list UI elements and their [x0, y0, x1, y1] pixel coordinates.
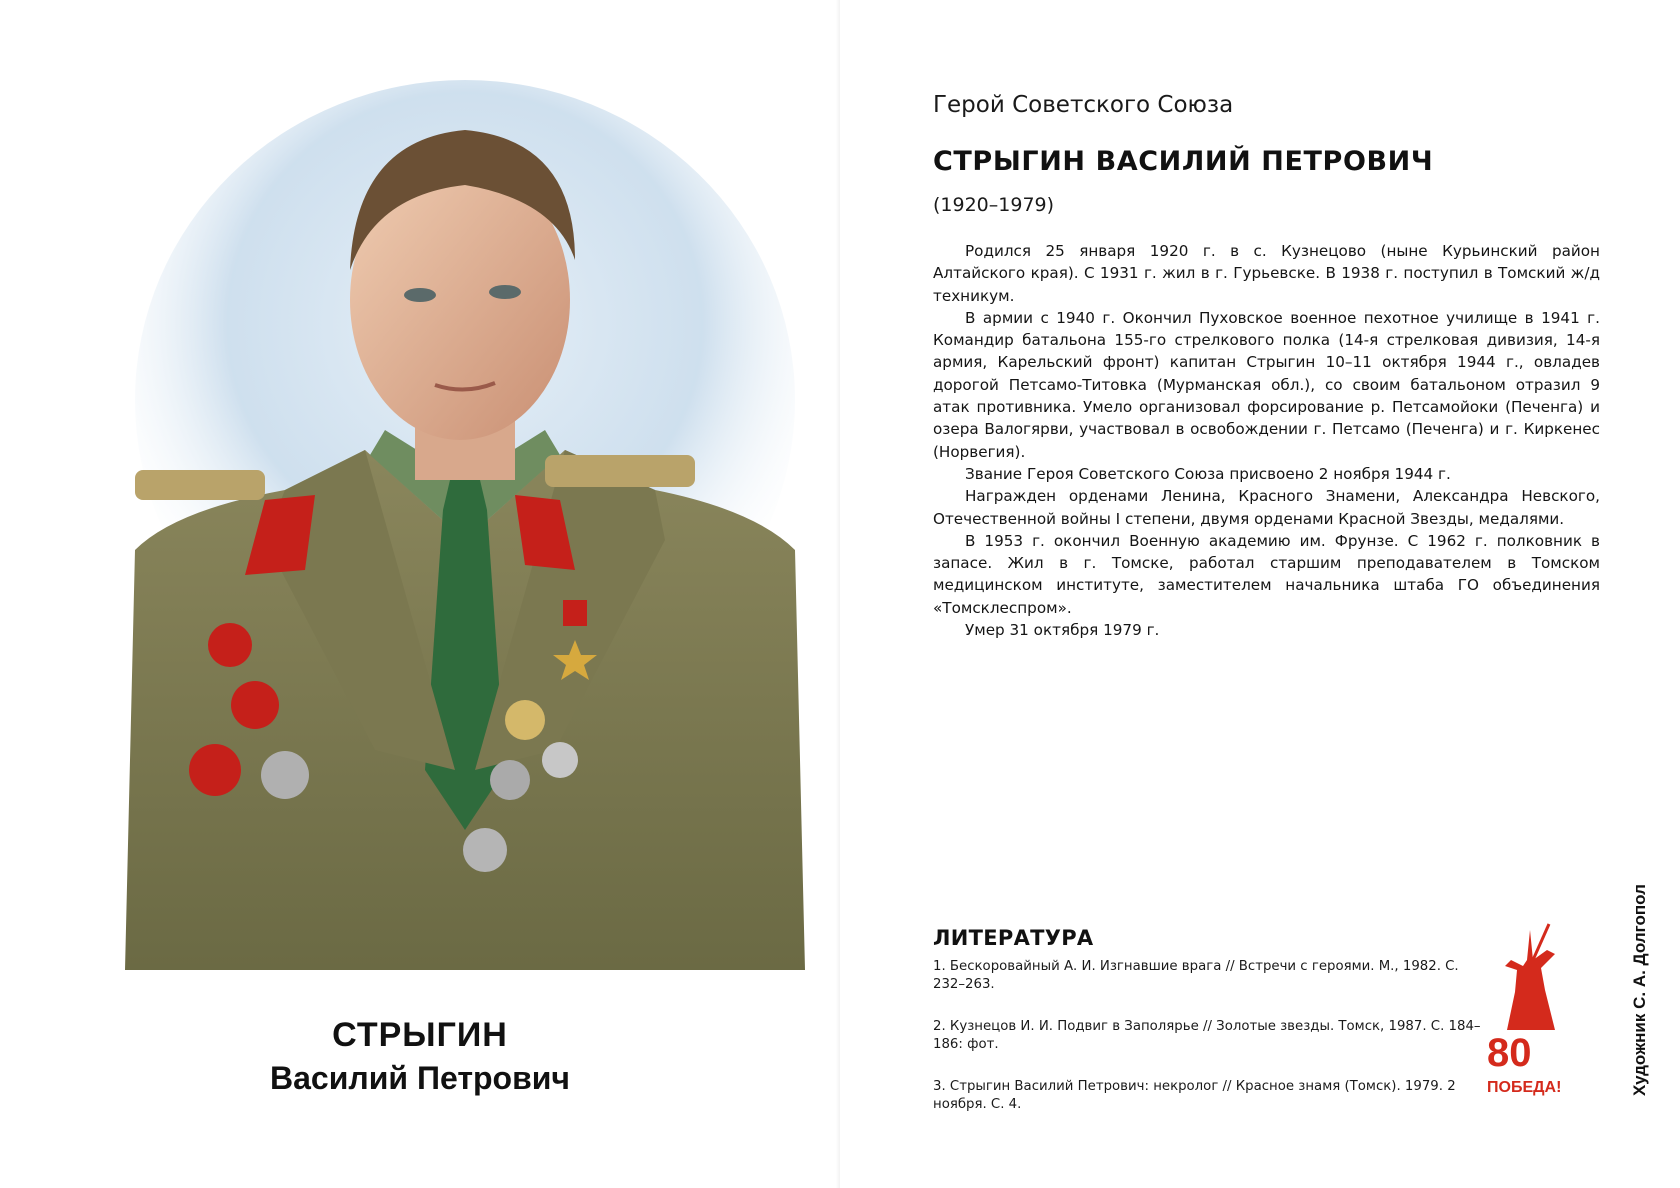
portrait-caption-name: Василий Петрович — [270, 1060, 570, 1096]
hero-star-ribbon — [563, 600, 587, 626]
biography-text — [933, 240, 1600, 641]
literature-item: 2. Кузнецов И. И. Подвиг в Заполярье // Золотые звезды. Томск, 1987. С. 184–186: фот. — [933, 1019, 1481, 1052]
medal-3 — [542, 742, 578, 778]
portrait-caption-surname: СТРЫГИН — [332, 1016, 508, 1054]
order-left-2 — [231, 681, 279, 729]
portrait-illustration — [115, 70, 815, 1010]
bio-paragraph: В 1953 г. окончил Военную академию им. Фрунзе. С 1962 г. полковник в запасе. Жил в г. Томске, работал старшим преподавателем в Томском медицинском институте, заместителем начальника штаба ГО объединения «Томсклеспром». — [933, 531, 1600, 617]
medal-2 — [490, 760, 530, 800]
bio-paragraph: Умер 31 октября 1979 г. — [965, 621, 1160, 640]
order-left-4 — [261, 751, 309, 799]
literature-item: 1. Бескоровайный А. И. Изгнавшие врага // Встречи с героями. М., 1982. С. 232–263. — [933, 959, 1459, 992]
logo-number: 80 — [1487, 1031, 1532, 1075]
life-years: (1920–1979) — [933, 194, 1055, 216]
hero-name-heading: СТРЫГИН ВАСИЛИЙ ПЕТРОВИЧ — [933, 146, 1434, 177]
bio-paragraph: Родился 25 января 1920 г. в с. Кузнецово (ныне Курьинский район Алтайского края). С 1931 г. жил в г. Гурьевске. В 1938 г. поступил в Томский ж/д техникум. — [933, 242, 1600, 305]
bio-paragraph: В армии с 1940 г. Окончил Пуховское военное пехотное училище в 1941 г. Командир батальона 155-го стрелкового полка (14-я стрелковая дивизия, 14-я армия, Карельский фронт) капитан Стрыгин 10–11 октября 1944 г., овладев дорогой Петсамо-Титовка (Мурманская обл.), со своим батальоном отразил 9 атак противника. Умело организовал форсирование р. Петсамойоки (Печенга) и озера Валогярви, участвовал в освобождении г. Петсамо (Печенга) и г. Киркенес (Норвегия). — [933, 308, 1600, 461]
order-left-3 — [189, 744, 241, 796]
right-eye — [489, 285, 521, 299]
right-page — [840, 0, 1680, 1188]
medal-4 — [463, 828, 507, 872]
literature-heading: ЛИТЕРАТУРА — [933, 926, 1094, 950]
literature-item: 3. Стрыгин Василий Петрович: некролог // Красное знамя (Томск). 1979. 2 ноября. С. 4. — [933, 1079, 1456, 1112]
bio-paragraph: Награжден орденами Ленина, Красного Знамени, Александра Невского, Отечественной войны I степени, двумя орденами Красной Звезды, медалями. — [933, 487, 1600, 528]
motherland-statue-icon — [1505, 930, 1555, 1030]
left-eye — [404, 288, 436, 302]
shoulder-board-left — [135, 470, 265, 500]
artist-credit: Художник С. А. Долгопол — [1630, 884, 1649, 1096]
order-left-1 — [208, 623, 252, 667]
victory-80-logo — [1485, 920, 1575, 1102]
literature-list — [933, 958, 1493, 1138]
rank-title: Герой Советского Союза — [933, 92, 1234, 118]
medal-1 — [505, 700, 545, 740]
bio-paragraph: Звание Героя Советского Союза присвоено 2 ноября 1944 г. — [965, 464, 1451, 483]
logo-word: ПОБЕДА! — [1487, 1079, 1562, 1096]
shoulder-board-right — [545, 455, 695, 487]
